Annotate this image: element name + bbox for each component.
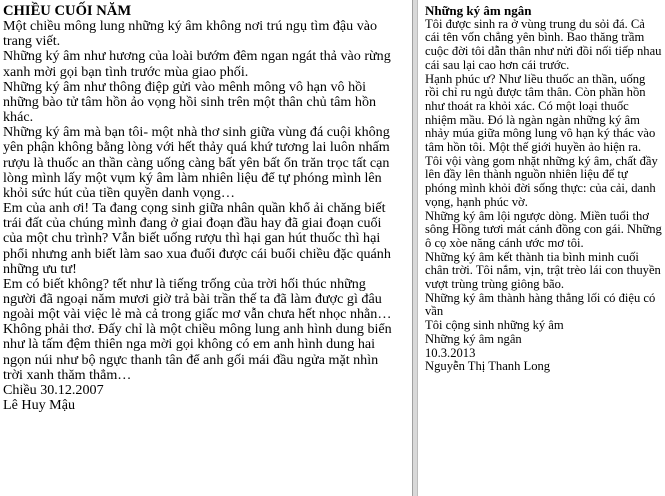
left-paragraph-5: Em của anh ơi! Ta đang cọng sinh giữa nhân quần khổ ải chăng biết trái đất của chúng mình đang ở giai đoạn đầu hay đã giai đoạn cuối của một chu trình? Vẫn biết uống rượu thì hại gan hút thuốc thì hại phổi nhưng anh biết làm sao xua đuổi được cái buổi chiều đặc quánh những ưu tư!	[3, 200, 391, 277]
left-paragraph-1: Một chiều mông lung những ký âm không nơi trú ngụ tìm đậu vào trang viết.	[3, 18, 378, 50]
left-poem-title: CHIỀU CUỐI NĂM	[3, 3, 132, 19]
right-line-8: Những ký âm ngân	[425, 331, 522, 346]
right-paragraph-2: Hạnh phúc ư? Như liều thuốc an thần, uống rồi chỉ ru ngủ được tâm thân. Còn phần hồn như thoát ra khỏi xác. Có một loại thuốc nhiệm mầu. Đó là ngàn ngàn những ký âm nhảy múa giữa mông lung vô hạn ký thác vào tâm hồn tôi. Một thế giới huyền ảo hiện ra.	[425, 71, 656, 155]
right-author: Nguyễn Thị Thanh Long	[425, 359, 551, 374]
right-line-7: Tôi cộng sinh những ký âm	[425, 318, 564, 333]
left-poem	[3, 4, 401, 413]
left-paragraph-6: Em có biết không? tết như là tiếng trống của trời hối thúc những người đã ngoại năm mươi giờ trả bài trần thế ta đã làm được gì đâu ngoài một vài việc lẻ mà cả trong giấc mơ vẫn chưa hết nhọc nhằn…	[3, 275, 392, 323]
right-paragraph-6: Những ký âm thành hàng thẳng lối có điệu có vần	[425, 290, 656, 319]
left-paragraph-3: Những ký âm như thông điệp gửi vào mênh mông vô hạn vô hồi những bào tử tâm hồn ảo vọng hồi sinh trên một thân chủ tâm hồn khác.	[3, 78, 377, 126]
left-paragraph-4: Những ký âm mà bạn tôi- một nhà thơ sinh giữa vùng đá cuội không yên phận không bằng lòng với hết thảy quá khứ tương lai luôn nhấm rượu là thuốc an thần càng uống càng bất yên bất ổn trăn trọc tất cạn lòng mình lấy một vụm ký âm làm nhiên liệu để tự phóng mình lên khỏi sức hút của tiền quyền danh vọng…	[3, 124, 390, 201]
right-paragraph-4: Những ký âm lội ngược dòng. Miền tuổi thơ sông Hồng tươi mát cánh đồng con gái. Những ô cọ xòe năng cánh ước mơ tôi.	[425, 208, 662, 250]
right-date: 10.3.2013	[425, 345, 476, 360]
left-author: Lê Huy Mậu	[3, 397, 76, 414]
column-divider	[412, 0, 418, 496]
left-paragraph-7: Không phải thơ. Đấy chỉ là một chiều mông lung anh hình dung biển như là tấm đệm thiên nga mời gọi không có em anh hình dung hai ngọn núi như bộ ngực thanh tân để anh gối mái đầu ngửa mặt nhìn trời xanh thăm thẳm…	[3, 321, 392, 383]
left-paragraph-2: Những ký âm như hương của loài bướm đêm ngan ngát thả vào rừng xanh mời gọi bạn tình trước mùa giao phối.	[3, 48, 391, 80]
right-paragraph-1: Tôi được sinh ra ở vùng trung du sỏi đá. Cả cái tên vốn chẳng yên bình. Bao thăng trầm cuộc đời tôi dẫn thân như nửi đồi nối tiếp nhau cái sau lại cao hơn cái trước.	[425, 16, 662, 72]
right-paragraph-3: Tôi vội vàng gom nhặt những ký âm, chất đầy lên đầy lên thành nguồn nhiên liệu để tự phóng mình khỏi đời sống thực: của cải, danh vọng, hạnh phúc vờ.	[425, 153, 658, 209]
right-paragraph-5: Những ký âm kết thành tia bình minh cuối chân trời. Tôi nắm, vịn, trật trèo lái con thuyền vượt trùng trùng giông bão.	[425, 249, 661, 292]
left-date: Chiều 30.12.2007	[3, 381, 104, 398]
right-poem	[425, 4, 662, 374]
right-poem-title: Những ký âm ngân	[425, 3, 532, 18]
